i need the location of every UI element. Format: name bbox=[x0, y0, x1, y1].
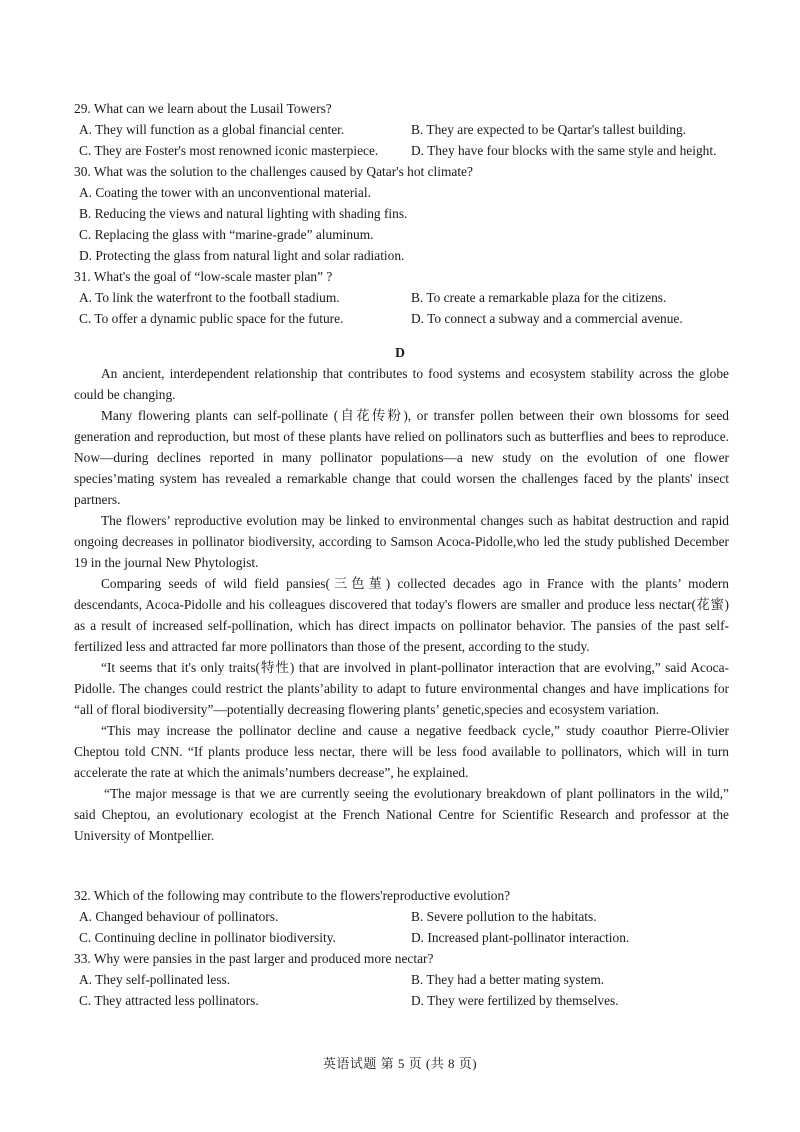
question-29-option-d: D. They have four blocks with the same style and height. bbox=[411, 143, 717, 158]
question-30-option-a: A. Coating the tower with an unconventional material. bbox=[79, 185, 371, 200]
question-30-option-b: B. Reducing the views and natural lighting with shading fins. bbox=[79, 206, 408, 221]
reading-passage bbox=[74, 363, 729, 846]
question-30-option-c: C. Replacing the glass with “marine-grade” aluminum. bbox=[79, 227, 374, 242]
question-29-option-b: B. They are expected to be Qartar's tallest building. bbox=[411, 122, 687, 137]
question-32-option-b: B. Severe pollution to the habitats. bbox=[411, 909, 597, 924]
question-31-option-c: C. To offer a dynamic public space for the future. bbox=[79, 311, 344, 326]
question-29-stem: 29. What can we learn about the Lusail Towers? bbox=[74, 101, 332, 116]
question-32-stem: 32. Which of the following may contribute to the flowers'reproductive evolution? bbox=[74, 888, 511, 903]
question-32-option-a: A. Changed behaviour of pollinators. bbox=[79, 909, 279, 924]
question-33-option-d: D. They were fertilized by themselves. bbox=[411, 993, 619, 1008]
passage-paragraph: The flowers’ reproductive evolution may be linked to environmental changes such as habitat destruction and rapid ongoing decreases in pollinator biodiversity, according to Samson Acoca-Pidolle,who led the study published December 19 in the journal New Phytologist. bbox=[74, 513, 729, 570]
question-33-option-a: A. They self-pollinated less. bbox=[79, 972, 231, 987]
passage-paragraph: “It seems that it's only traits(特性) that are involved in plant-pollinator interaction that are evolving,” said Acoca-Pidolle. The changes could restrict the plants’ability to adapt to future environmental changes and have implications for “all of floral biodiversity”—potentially decreasing flowering plants’ genetic,species and ecosystem variation. bbox=[74, 660, 729, 717]
passage-paragraph: “The major message is that we are currently seeing the evolutionary breakdown of plant pollinators in the wild,” said Cheptou, an evolutionary ecologist at the French National Centre for Scientific Research and professor at the University of Montpellier. bbox=[74, 786, 729, 843]
section-title: D bbox=[395, 345, 405, 360]
passage-paragraph: An ancient, interdependent relationship that contributes to food systems and ecosystem stability across the globe could be changing. bbox=[74, 366, 729, 402]
question-33-option-b: B. They had a better mating system. bbox=[411, 972, 605, 987]
question-29-option-c: C. They are Foster's most renowned iconic masterpiece. bbox=[79, 143, 379, 158]
question-31-option-a: A. To link the waterfront to the football stadium. bbox=[79, 290, 340, 305]
passage-paragraph: Comparing seeds of wild field pansies(三色堇) collected decades ago in France with the plants’ modern descendants, Acoca-Pidolle and his colleagues discovered that today's flowers are smaller and produce less nectar(花蜜) as a result of increased self-pollination, which has direct impacts on pollinator behavior. The pansies of the past self-fertilized less and attracted far more pollinators than those of the present, according to the study. bbox=[74, 576, 729, 654]
passage-paragraph: “This may increase the pollinator decline and cause a negative feedback cycle,” study coauthor Pierre-Olivier Cheptou told CNN. “If plants produce less nectar, there will be less food available to pollinators, which will in turn accelerate the rate at which the animals’numbers decrease”, he explained. bbox=[74, 723, 729, 780]
question-29-option-a: A. They will function as a global financial center. bbox=[79, 122, 345, 137]
question-32-option-c: C. Continuing decline in pollinator biodiversity. bbox=[79, 930, 336, 945]
question-33-option-c: C. They attracted less pollinators. bbox=[79, 993, 259, 1008]
question-33-stem: 33. Why were pansies in the past larger and produced more nectar? bbox=[74, 951, 434, 966]
question-31-stem: 31. What's the goal of “low-scale master plan” ? bbox=[74, 269, 333, 284]
question-30-stem: 30. What was the solution to the challenges caused by Qatar's hot climate? bbox=[74, 164, 473, 179]
question-30-option-d: D. Protecting the glass from natural light and solar radiation. bbox=[79, 248, 405, 263]
page-footer: 英语试题 第 5 页 (共 8 页) bbox=[322, 1056, 478, 1071]
question-31-option-b: B. To create a remarkable plaza for the citizens. bbox=[411, 290, 667, 305]
question-32-option-d: D. Increased plant-pollinator interaction. bbox=[411, 930, 630, 945]
passage-paragraph: Many flowering plants can self-pollinate (自花传粉), or transfer pollen between their own blossoms for seed generation and reproduction, but most of these plants have relied on pollinators such as butterflies and bees to reproduce. Now—during declines reported in many pollinator populations—a new study on the evolution of one flower species’mating system has revealed a remarkable change that could worsen the challenges faced by the plants' insect partners. bbox=[74, 408, 729, 507]
question-31-option-d: D. To connect a subway and a commercial avenue. bbox=[411, 311, 683, 326]
